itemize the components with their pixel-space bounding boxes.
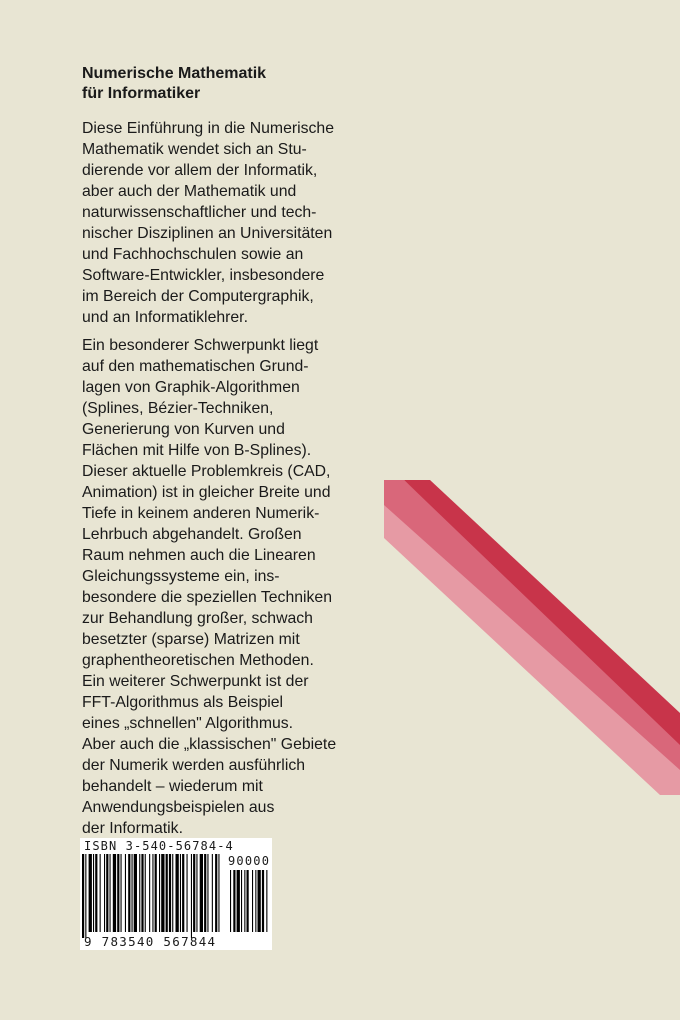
barcode-bar	[172, 854, 173, 932]
addon-bar	[266, 870, 267, 932]
barcode-bar	[95, 854, 97, 932]
stripe-mid	[384, 480, 680, 770]
barcode-bar	[117, 854, 119, 932]
blurb-line: Lehrbuch abgehandelt. Großen	[82, 526, 302, 543]
blurb-line: und Fachhochschulen sowie an	[82, 246, 304, 263]
addon-bar	[262, 870, 264, 932]
addon-bar	[258, 870, 261, 932]
addon-bar	[233, 870, 235, 932]
blurb-line: Flächen mit Hilfe von B-Splines).	[82, 442, 312, 459]
blurb-line: der Numerik werden ausführlich	[82, 757, 306, 774]
barcode-bar	[82, 854, 84, 938]
blurb-line: der Informatik.	[82, 820, 183, 837]
book-title-line-1: Numerische Mathematik	[82, 65, 267, 82]
barcode-bar	[125, 854, 126, 932]
blurb-line: Gleichungssysteme ein, ins-	[82, 568, 280, 585]
blurb-line: auf den mathematischen Grund-	[82, 358, 309, 375]
blurb-line: besondere die speziellen Techniken	[82, 589, 333, 606]
barcode-bar	[207, 854, 208, 932]
blurb-line: Generierung von Kurven und	[82, 421, 285, 438]
barcode-bar	[161, 854, 164, 932]
barcode-bar	[149, 854, 150, 932]
price-code: 90000	[228, 854, 271, 868]
addon-bar	[252, 870, 253, 932]
addon-bar	[237, 870, 240, 932]
isbn-number: ISBN 3-540-56784-4	[84, 839, 234, 853]
barcode-bar	[145, 854, 146, 932]
blurb-line: Software-Entwickler, insbesondere	[82, 267, 325, 284]
blurb-line: Dieser aktuelle Problemkreis (CAD,	[82, 463, 331, 480]
barcode-bar	[187, 854, 188, 932]
barcode-bar	[93, 854, 94, 932]
addon-bar	[241, 870, 242, 932]
barcode-bar	[85, 854, 86, 938]
barcode-bar	[106, 854, 108, 932]
blurb-line: naturwissenschaftlicher und tech-	[82, 204, 317, 221]
barcode-bar	[200, 854, 203, 932]
blurb-line: graphentheoretischen Methoden.	[82, 652, 314, 669]
barcode-bar	[204, 854, 206, 932]
barcode-bar	[100, 854, 101, 932]
barcode-bar	[159, 854, 160, 932]
book-title-line-2: für Informatiker	[82, 85, 201, 102]
barcode-bar	[89, 854, 92, 932]
blurb-line: Anwendungsbeispielen aus	[82, 799, 275, 816]
blurb-line: Animation) ist in gleicher Breite und	[82, 484, 331, 501]
barcode-bar	[215, 854, 217, 932]
blurb-line: nischer Disziplinen an Universitäten	[82, 225, 333, 242]
blurb-line: besetzter (sparse) Matrizen mit	[82, 631, 300, 648]
barcode-bar	[212, 854, 213, 932]
blurb-line: behandelt – wiederum mit	[82, 778, 263, 795]
barcode-bar	[166, 854, 168, 932]
barcode-bar	[113, 854, 116, 932]
barcode-bar	[193, 854, 195, 932]
blurb-line: Aber auch die „klassischen" Gebiete	[82, 736, 337, 753]
ean-number: 9 783540 567844	[84, 934, 217, 949]
barcode-bar	[141, 854, 143, 932]
blurb-line: Ein weiterer Schwerpunkt ist der	[82, 673, 309, 690]
isbn-barcode	[80, 838, 272, 950]
blurb-line: lagen von Graphik-Algorithmen	[82, 379, 300, 396]
blurb-line: zur Behandlung großer, schwach	[82, 610, 313, 627]
blurb-line: dierende vor allem der Informatik,	[82, 162, 318, 179]
blurb-line: Mathematik wendet sich an Stu-	[82, 141, 307, 158]
barcode-bar	[176, 854, 179, 932]
blurb-line: und an Informatiklehrer.	[82, 309, 248, 326]
barcode-bar	[152, 854, 153, 932]
barcode-bar	[155, 854, 157, 932]
addon-bar	[247, 870, 249, 932]
blurb-line: aber auch der Mathematik und	[82, 183, 297, 200]
barcode-bar	[134, 854, 137, 932]
blurb-line: Tiefe in keinem anderen Numerik-	[82, 505, 320, 522]
addon-bar	[255, 870, 256, 932]
blurb-line: Raum nehmen auch die Linearen	[82, 547, 316, 564]
barcode-bar	[139, 854, 140, 932]
blurb-line: Ein besonderer Schwerpunkt liegt	[82, 337, 319, 354]
barcode-bar	[196, 854, 197, 932]
barcode-bar	[182, 854, 184, 932]
barcode-bar	[218, 854, 219, 932]
blurb-line: eines „schnellen" Algorithmus.	[82, 715, 294, 732]
barcode-bar	[128, 854, 130, 932]
blurb-line: Diese Einführung in die Numerische	[82, 120, 335, 137]
blurb-line: im Bereich der Computergraphik,	[82, 288, 314, 305]
barcode-bar	[169, 854, 171, 932]
barcode-bar	[191, 854, 192, 938]
barcode-bar	[132, 854, 133, 932]
barcode-bar	[104, 854, 105, 932]
blurb-line: (Splines, Bézier-Techniken,	[82, 400, 274, 417]
barcode-bar	[121, 854, 122, 932]
barcode-bar	[180, 854, 181, 932]
addon-bar	[244, 870, 245, 932]
barcode-bar	[110, 854, 111, 932]
blurb-line: FFT-Algorithmus als Beispiel	[82, 694, 284, 711]
addon-bar	[230, 870, 231, 932]
